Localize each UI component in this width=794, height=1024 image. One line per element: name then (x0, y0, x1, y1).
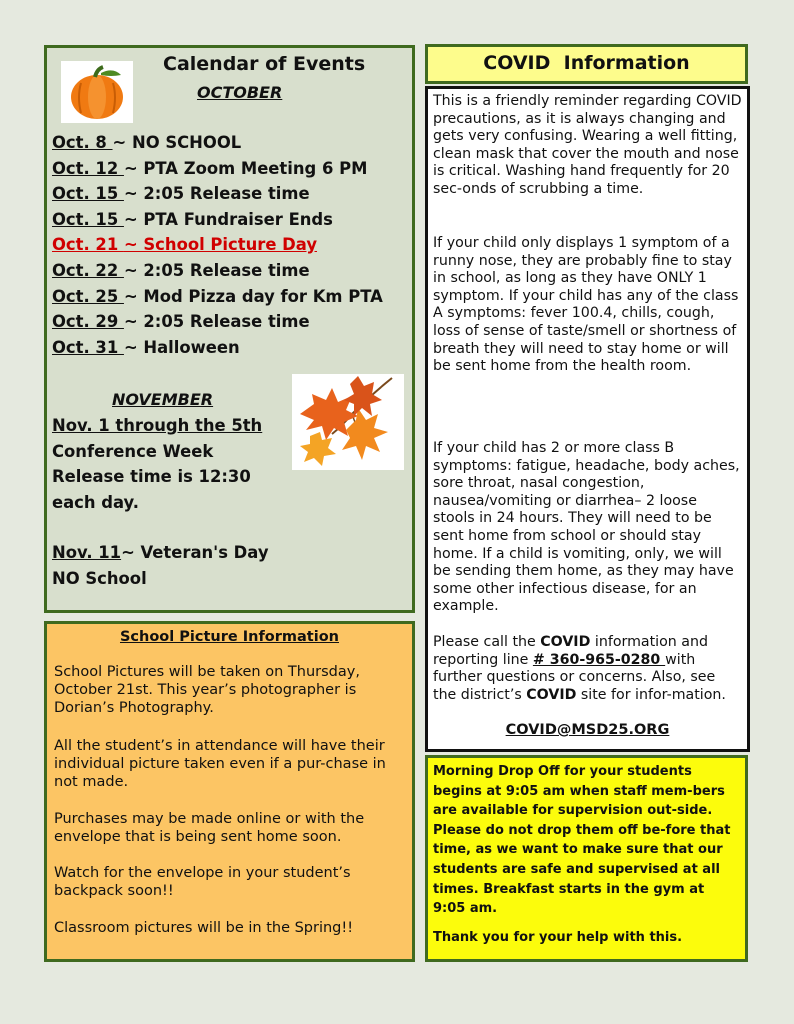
october-heading: OCTOBER (197, 83, 283, 102)
event-row: Oct. 31 ~ Halloween (52, 338, 240, 357)
autumn-leaves-image (292, 374, 404, 470)
event-row: Oct. 15 ~ 2:05 Release time (52, 184, 310, 203)
drop-off-paragraph: Morning Drop Off for your students begins at 9:05 am when staff mem-bers are available for supervision out-side. Please do not drop them off be-fore that time, as we want to make sure that our students are safe and supervised at all times. Breakfast starts in the gym at 9:05 am. (433, 764, 731, 917)
picture-paragraph: Classroom pictures will be in the Spring!! (54, 920, 354, 936)
event-row: Oct. 25 ~ Mod Pizza day for Km PTA (52, 287, 383, 306)
covid-phone-link[interactable]: # 360-965-0280 (532, 651, 666, 668)
picture-paragraph: School Pictures will be taken on Thursday, October 21st. This year’s photographer is Dorian’s Photography. (54, 664, 360, 716)
picture-paragraph: All the student’s in attendance will have their individual picture taken even if a pur-chase in not made. (54, 738, 386, 790)
picture-paragraph: Watch for the envelope in your student’s backpack soon!! (54, 865, 351, 899)
event-row-highlight: Oct. 21 ~ School Picture Day (52, 235, 318, 254)
november-range: Nov. 1 through the 5th (52, 416, 263, 435)
covid-paragraph: If your child has 2 or more class B symptoms: fatigue, headache, body aches, sore throat, nasal congestion, nausea/vomiting or diarrhea– 2 loose stools in 24 hours. They will need to be sent home from school or should stay home. If a child is vomiting, only, we will be sending them home, as they may have some other infectious disease, for an example. (433, 440, 740, 615)
event-row: Oct. 15 ~ PTA Fundraiser Ends (52, 210, 333, 229)
covid-paragraph: This is a friendly reminder regarding COVID precautions, as it is always changing and gets very confusing. Wearing a well fitting, clean mask that cover the mouth and nose is critical. Washing hand frequently for 20 sec-onds of scrubbing a time. (433, 93, 742, 197)
november-heading: NOVEMBER (112, 390, 214, 409)
calendar-title: Calendar of Events (163, 53, 366, 75)
covid-email-link[interactable]: COVID@MSD25.ORG (505, 722, 670, 738)
veterans-note: NO School (52, 569, 147, 588)
event-row: Oct. 12 ~ PTA Zoom Meeting 6 PM (52, 159, 368, 178)
covid-title-bar (425, 44, 748, 84)
school-picture-panel (44, 621, 415, 962)
covid-contact-paragraph: Please call the COVID information and reporting line # 360-965-0280 with further questions or concerns. Also, see the district’s COVID site for infor-mation. (433, 634, 726, 703)
covid-info-panel (425, 86, 750, 752)
drop-off-thanks: Thank you for your help with this. (433, 930, 683, 945)
event-row: Oct. 22 ~ 2:05 Release time (52, 261, 310, 280)
event-row: Oct. 8 ~ NO SCHOOL (52, 133, 242, 152)
picture-paragraph: Purchases may be made online or with the envelope that is being sent home soon. (54, 811, 365, 845)
pumpkin-image (61, 61, 133, 123)
covid-title: COVID Information (483, 52, 690, 74)
covid-paragraph: If your child only displays 1 symptom of a runny nose, they are probably fine to stay in school, as long as they have ONLY 1 symptom. If your child has any of the class A symptoms: fever 100.4, chills, cough, loss of sense of taste/smell or shortness of breath they will need to stay home or will be sent home from the health room. (433, 235, 739, 375)
november-line: Conference Week (52, 442, 214, 461)
november-line: Release time is 12:30 (52, 467, 251, 486)
event-row: Oct. 29 ~ 2:05 Release time (52, 312, 310, 331)
november-line: each day. (52, 493, 139, 512)
calendar-panel (44, 45, 415, 613)
drop-off-panel (425, 755, 748, 962)
veterans-day-row: Nov. 11~ Veteran's Day (52, 543, 269, 562)
picture-info-title: School Picture Information (119, 629, 339, 645)
